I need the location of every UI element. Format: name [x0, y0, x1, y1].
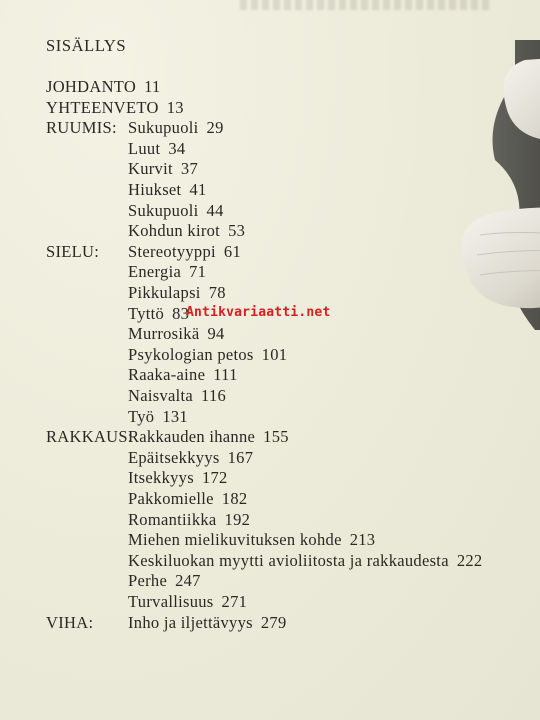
glove-thumb-icon	[455, 40, 540, 330]
entry-title: Stereotyyppi	[128, 241, 216, 261]
toc-entry	[128, 613, 287, 633]
toc-entry	[128, 530, 375, 550]
section-label: VIHA:	[46, 612, 94, 632]
page-number: 213	[349, 530, 376, 550]
page-number: 155	[263, 427, 289, 447]
toc-entry	[128, 510, 250, 530]
page-number: 78	[208, 283, 226, 302]
toc-entry	[128, 448, 253, 468]
toc-entry	[128, 407, 188, 427]
section-label: SIELU:	[46, 241, 100, 261]
entry-title: Keskiluokan myytti avioliitosta ja rakkaudesta	[128, 550, 449, 570]
entry-title: Sukupuoli	[128, 118, 199, 138]
toc-entry	[128, 571, 201, 591]
entry-title: Psykologian petos	[128, 344, 254, 364]
page-number: 101	[261, 344, 288, 364]
entry-title: Luut	[128, 138, 161, 158]
toc-entry	[128, 159, 198, 179]
watermark: Antikvariaatti.net	[186, 305, 331, 320]
page-number: 83	[172, 303, 190, 323]
page-number: 53	[228, 221, 246, 241]
toc-entry	[128, 139, 185, 159]
entry-title: Rakkauden ihanne	[128, 427, 256, 447]
page-number: 172	[201, 468, 228, 488]
entry-title: Raaka-aine	[128, 365, 206, 385]
entry-title: Itsekkyys	[128, 468, 194, 488]
entry-title: Pakkomielle	[128, 489, 214, 508]
toc-entry	[128, 592, 247, 612]
toc-entry	[128, 221, 245, 241]
page-number: 29	[206, 118, 224, 138]
page-number: 94	[207, 324, 225, 344]
page-number: 13	[166, 97, 184, 117]
page-number: 247	[175, 571, 201, 591]
page-number: 111	[213, 365, 238, 385]
toc-entry	[128, 427, 289, 447]
page-number: 71	[189, 262, 207, 282]
entry-title: Pikkulapsi	[128, 283, 201, 302]
page-number: 271	[221, 592, 248, 611]
entry-title: Hiukset	[128, 180, 182, 199]
entry-title: Naisvalta	[128, 386, 194, 405]
section-label: JOHDANTO	[46, 77, 137, 96]
page-number: 116	[201, 386, 227, 405]
entry-title: Miehen mielikuvituksen kohde	[128, 530, 342, 550]
entry-title: Kurvit	[128, 159, 173, 179]
entry-title: Työ	[128, 406, 155, 426]
toc-entry	[128, 180, 207, 200]
toc-line	[46, 77, 161, 97]
page-number: 167	[227, 447, 254, 467]
page-number: 37	[180, 159, 198, 179]
toc-entry	[128, 386, 226, 406]
page-number: 131	[162, 406, 188, 426]
toc-entry	[128, 283, 226, 303]
page-number: 34	[168, 138, 186, 158]
entry-title: Energia	[128, 262, 182, 282]
toc-entry	[128, 468, 228, 488]
page-number: 182	[221, 489, 248, 508]
toc-entry	[128, 551, 482, 571]
page-number: 61	[223, 241, 242, 261]
entry-title: Epäitsekkyys	[128, 447, 220, 467]
section-label: YHTEENVETO	[46, 97, 159, 117]
section-label: RUUMIS:	[46, 118, 117, 138]
section-label: RAKKAUS:	[46, 427, 133, 447]
entry-title: Perhe	[128, 571, 168, 591]
toc-entry	[128, 324, 225, 344]
toc-entry	[128, 242, 241, 262]
entry-title: Inho ja iljettävyys	[128, 612, 253, 632]
toc-entry	[128, 201, 224, 221]
page-title: SISÄLLYS	[46, 36, 127, 55]
toc-entry	[128, 489, 247, 509]
toc-entry	[128, 262, 206, 282]
entry-title: Tyttö	[128, 303, 165, 323]
toc-entry	[128, 118, 224, 138]
page-number: 192	[224, 509, 251, 529]
page-number: 41	[189, 180, 207, 199]
entry-title: Kohdun kirot	[128, 221, 221, 241]
toc-entry	[128, 304, 189, 324]
page-number: 222	[456, 550, 483, 570]
toc-entry	[128, 345, 287, 365]
entry-title: Sukupuoli	[128, 200, 199, 220]
page-number: 279	[260, 612, 287, 632]
bleed-through-text	[240, 0, 490, 10]
page-number: 11	[144, 77, 161, 96]
toc-entry	[128, 365, 238, 385]
entry-title: Romantiikka	[128, 509, 217, 529]
page-number: 44	[206, 200, 224, 220]
entry-title: Murrosikä	[128, 324, 200, 344]
entry-title: Turvallisuus	[128, 592, 214, 611]
toc-line	[46, 98, 184, 118]
